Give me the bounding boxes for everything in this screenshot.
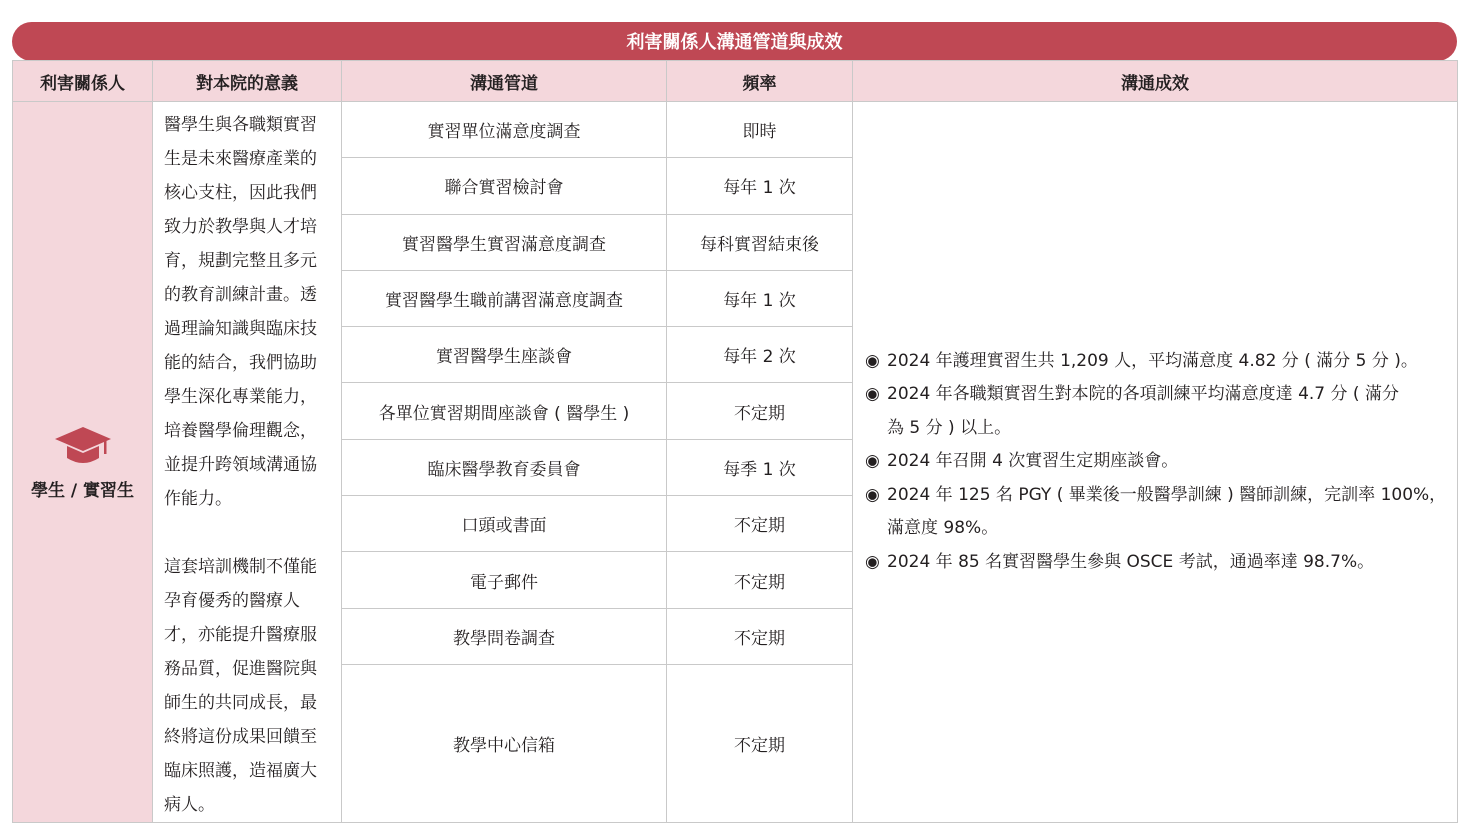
frequency-cell: 即時	[667, 102, 853, 158]
meaning-line: 育，規劃完整且多元	[164, 251, 317, 271]
frequency-cell: 每年 2 次	[667, 327, 853, 383]
stakeholder-table	[12, 60, 1458, 823]
channel-cell: 各單位實習期間座談會 ( 醫學生 )	[342, 383, 667, 439]
channel-cell: 臨床醫學教育委員會	[342, 439, 667, 495]
bullet-icon: ◉	[865, 451, 880, 472]
header-row	[13, 61, 1458, 102]
channel-cell: 教學中心信箱	[342, 664, 667, 822]
meaning-line: 致力於教學與人才培	[164, 217, 317, 237]
channel-cell: 聯合實習檢討會	[342, 158, 667, 214]
frequency-cell: 每季 1 次	[667, 439, 853, 495]
frequency-cell: 每年 1 次	[667, 270, 853, 326]
result-line: 為 5 分 ) 以上。	[887, 417, 1012, 438]
frequency-cell: 不定期	[667, 608, 853, 664]
frequency-cell: 不定期	[667, 552, 853, 608]
meaning-line: 師生的共同成長，最	[164, 693, 317, 713]
frequency-cell: 每科實習結束後	[667, 214, 853, 270]
frequency-cell: 不定期	[667, 496, 853, 552]
result-item	[865, 345, 1449, 379]
meaning-line: 培養醫學倫理觀念，	[164, 421, 317, 441]
frequency-cell: 不定期	[667, 383, 853, 439]
header-channel: 溝通管道	[342, 61, 667, 102]
channel-cell: 口頭或書面	[342, 496, 667, 552]
result-line: 2024 年護理實習生共 1,209 人，平均滿意度 4.82 分 ( 滿分 5 分 )。	[887, 350, 1418, 371]
meaning-line: 過理論知識與臨床技	[164, 319, 317, 339]
meaning-line: 生是未來醫療產業的	[164, 149, 317, 169]
channel-cell: 實習單位滿意度調查	[342, 102, 667, 158]
meaning-line: 醫學生與各職類實習	[164, 115, 317, 135]
result-line: 滿意度 98%。	[887, 518, 999, 539]
meaning-line: 核心支柱，因此我們	[164, 183, 317, 203]
result-item	[865, 445, 1449, 479]
header-meaning: 對本院的意義	[153, 61, 342, 102]
header-frequency: 頻率	[667, 61, 853, 102]
result-item	[865, 546, 1449, 580]
graduation-cap-icon	[53, 424, 113, 470]
result-item	[865, 479, 1449, 546]
result-line: 2024 年各職類實習生對本院的各項訓練平均滿意度達 4.7 分 ( 滿分	[887, 384, 1399, 405]
results-cell	[853, 102, 1458, 823]
bullet-icon: ◉	[865, 551, 880, 572]
frequency-cell: 不定期	[667, 664, 853, 822]
results-list	[865, 345, 1449, 580]
meaning-line: 孕育優秀的醫療人	[164, 591, 300, 611]
result-line: 2024 年召開 4 次實習生定期座談會。	[887, 451, 1179, 472]
channel-cell: 電子郵件	[342, 552, 667, 608]
bullet-icon: ◉	[865, 484, 880, 505]
result-line: 2024 年 125 名 PGY ( 畢業後一般醫學訓練 ) 醫師訓練，完訓率 100%，	[887, 484, 1447, 505]
channel-cell: 實習醫學生職前講習滿意度調查	[342, 270, 667, 326]
channel-cell: 實習醫學生實習滿意度調查	[342, 214, 667, 270]
meaning-line: 並提升跨領域溝通協	[164, 455, 317, 475]
table-row	[13, 102, 1458, 158]
meaning-line: 務品質，促進醫院與	[164, 659, 317, 679]
channel-cell: 教學問卷調查	[342, 608, 667, 664]
channel-cell: 實習醫學生座談會	[342, 327, 667, 383]
meaning-line: 學生深化專業能力，	[164, 387, 317, 407]
meaning-cell	[153, 102, 342, 823]
meaning-line: 的教育訓練計畫。透	[164, 285, 317, 305]
bullet-icon: ◉	[865, 384, 880, 405]
header-stakeholder: 利害關係人	[13, 61, 153, 102]
header-results: 溝通成效	[853, 61, 1458, 102]
meaning-line: 臨床照護，造福廣大	[164, 761, 317, 781]
meaning-line: 能的結合，我們協助	[164, 353, 317, 373]
meaning-line: 終將這份成果回饋至	[164, 727, 317, 747]
meaning-line: 作能力。	[164, 489, 232, 509]
table-title-banner: 利害關係人溝通管道與成效	[12, 22, 1457, 61]
meaning-line: 這套培訓機制不僅能	[164, 557, 317, 577]
result-line: 2024 年 85 名實習醫學生參與 OSCE 考試，通過率達 98.7%。	[887, 551, 1375, 572]
stakeholder-cell	[13, 102, 153, 823]
bullet-icon: ◉	[865, 350, 880, 371]
result-item	[865, 378, 1449, 445]
stakeholder-name: 學生 / 實習生	[30, 480, 135, 501]
meaning-line: 才，亦能提升醫療服	[164, 625, 317, 645]
frequency-cell: 每年 1 次	[667, 158, 853, 214]
meaning-line: 病人。	[164, 795, 215, 815]
